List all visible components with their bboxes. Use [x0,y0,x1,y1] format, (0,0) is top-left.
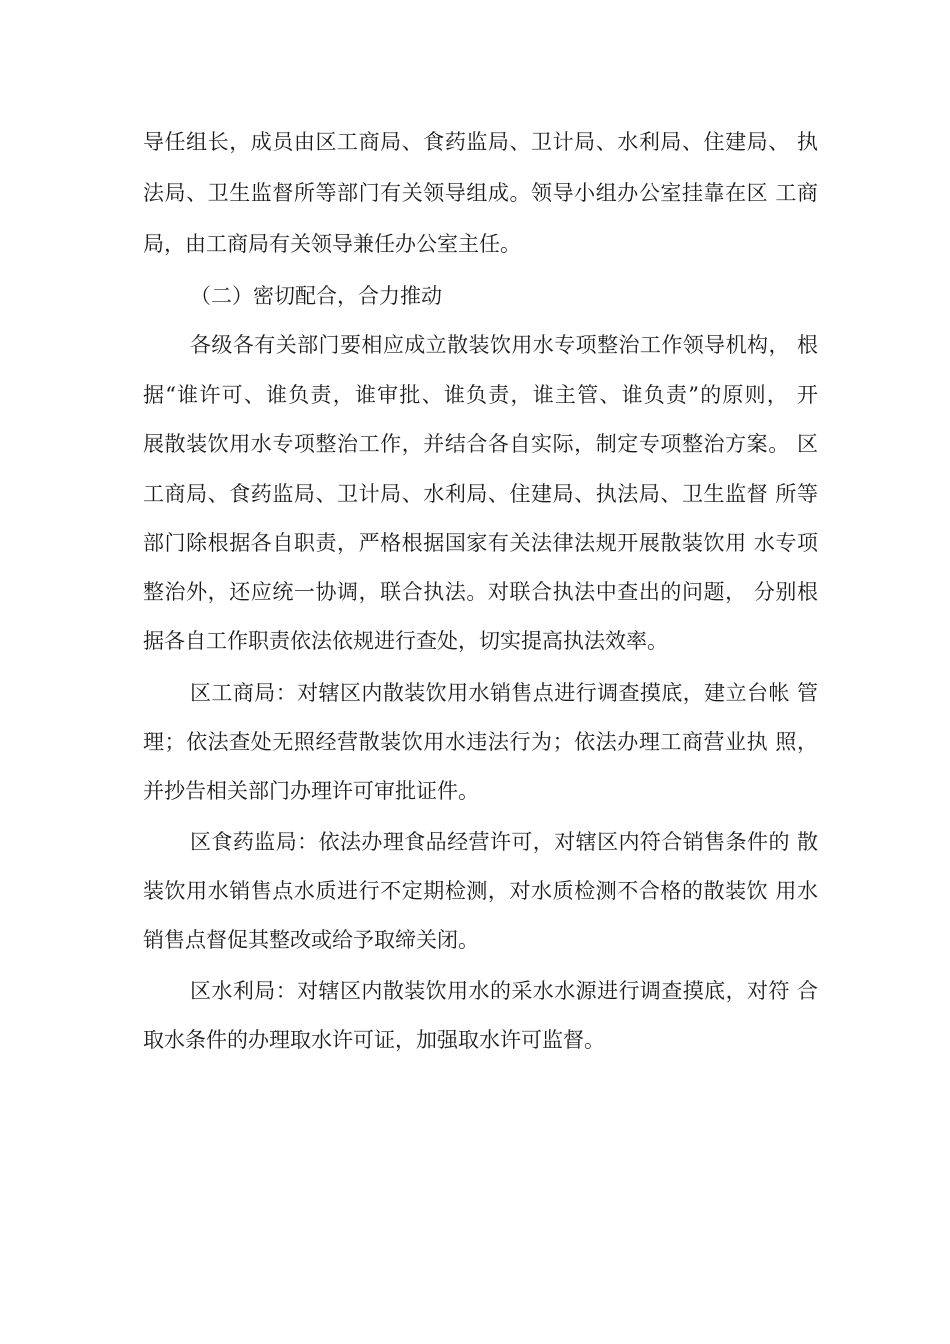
text-line: 取水条件的办理取水许可证，加强取水许可监督。 [143,1028,605,1052]
text-line: 部门除根据各自职责，严格根据国家有关法律法规开展散装饮用 水专项 [143,531,818,555]
text-line: 并抄告相关部门办理许可审批证件。 [143,779,479,803]
text-line: 据各自工作职责依法依规进行查处，切实提高执法效率。 [143,629,668,653]
text-line: 导任组长，成员由区工商局、食药监局、卫计局、水利局、住建局、 执 [143,130,818,154]
text-line: 区工商局：对辖区内散装饮用水销售点进行调查摸底，建立台帐 管 [190,681,818,705]
text-line: 区水利局：对辖区内散装饮用水的采水水源进行调查摸底，对符 合 [190,979,818,1003]
text-line: 工商局、食药监局、卫计局、水利局、住建局、执法局、卫生监督 所等 [143,482,818,506]
text-line: 各级各有关部门要相应成立散装饮用水专项整治工作领导机构， 根 [190,333,818,357]
text-line: 据“谁许可、谁负责，谁审批、谁负责，谁主管、谁负责”的原则， 开 [143,383,818,407]
text-line: 整治外，还应统一协调，联合执法。对联合执法中查出的问题， 分别根 [143,580,818,604]
text-line: 区食药监局：依法办理食品经营许可，对辖区内符合销售条件的 散 [190,830,818,854]
text-line: 装饮用水销售点水质进行不定期检测，对水质检测不合格的散装饮 用水 [143,879,818,903]
text-line: 销售点督促其整改或给予取缔关闭。 [143,928,479,952]
text-line: 局，由工商局有关领导兼任办公室主任。 [143,232,521,256]
text-line: 展散装饮用水专项整治工作，并结合各自实际，制定专项整治方案。 区 [143,432,818,456]
text-line: 理；依法查处无照经营散装饮用水违法行为；依法办理工商营业执 照， [143,730,818,754]
text-line: 法局、卫生监督所等部门有关领导组成。领导小组办公室挂靠在区 工商 [143,181,818,205]
section-heading: （二）密切配合，合力推动 [190,284,442,308]
